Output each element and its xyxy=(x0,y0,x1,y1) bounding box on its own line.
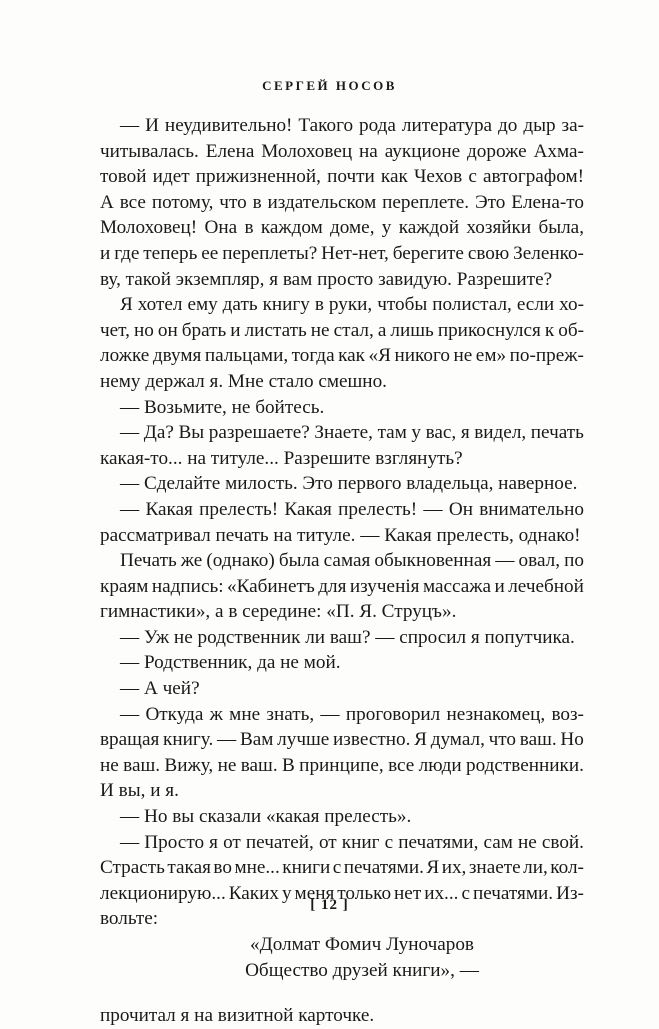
text-line: гимнастики», а в середине: «П. Я. Струцъ». xyxy=(100,601,457,623)
text-line: читывалась. Елена Молоховец на аукционе дороже Ахма- xyxy=(100,140,584,162)
text-line: не ваш. Вижу, не ваш. В принципе, все люди родственники. xyxy=(100,754,584,776)
text-line: — Возьмите, не бойтесь. xyxy=(120,396,325,418)
text-line: вращая книгу. — Вам лучше известно. Я думал, что ваш. Но xyxy=(100,729,584,751)
text-line: — Уж не родственник ли ваш? — спросил я попутчика. xyxy=(120,626,575,648)
verse-line-1: «Долмат Фомич Луночаров xyxy=(250,934,474,955)
page-number: [ 12 ] xyxy=(310,897,349,913)
text-line: — Да? Вы разрешаете? Знаете, там у вас, я видел, печать xyxy=(120,422,584,444)
text-line: ложке двумя пальцами, тогда как «Я никого не ем» по-преж- xyxy=(100,345,584,367)
text-line: — И неудивительно! Такого рода литература до дыр за- xyxy=(120,115,584,136)
verse-line-2: Общество друзей книги», — xyxy=(245,959,479,981)
closing-line: прочитал я на визитной карточке. xyxy=(100,1005,375,1027)
body-text xyxy=(100,113,584,1029)
text-line: товой идет прижизненной, почти как Чехов с автографом! xyxy=(100,166,584,188)
text-line: Я хотел ему дать книгу в руки, чтобы полистал, если хо- xyxy=(120,294,584,316)
text-line: вольте: xyxy=(100,908,159,930)
text-line: какая-то... на титуле... Разрешите взглянуть? xyxy=(100,447,463,469)
text-line: — Какая прелесть! Какая прелесть! — Он внимательно xyxy=(120,498,584,520)
running-header: СЕРГЕЙ НОСОВ xyxy=(262,78,397,93)
text-line: — Родственник, да не мой. xyxy=(120,652,341,674)
text-line: Молоховец! Она в каждом доме, у каждой хозяйки была, xyxy=(100,217,584,239)
text-line: — Но вы сказали «какая прелесть». xyxy=(120,806,412,828)
text-line: — А чей? xyxy=(120,678,200,700)
text-line: — Просто я от печатей, от книг с печатями, сам не свой. xyxy=(120,831,584,853)
text-line: нему держал я. Мне стало смешно. xyxy=(100,370,387,392)
text-line: А все потому, что в издательском переплете. Это Елена-то xyxy=(100,191,584,213)
paragraph-lines xyxy=(100,113,584,932)
text-line: Печать же (однако) была самая обыкновенная — овал, по xyxy=(120,550,584,572)
text-line: рассматривал печать на титуле. — Какая прелесть, однако! xyxy=(100,524,581,546)
text-line: — Сделайте милость. Это первого владельца, наверное. xyxy=(120,473,578,495)
text-line: и где теперь ее переплеты? Нет-нет, берегите свою Зеленко- xyxy=(100,242,584,264)
text-line: чет, но он брать и листать не стал, а лишь прикоснулся к об- xyxy=(100,319,584,341)
text-line: И вы, и я. xyxy=(100,780,179,802)
text-line: — Откуда ж мне знать, — проговорил незнакомец, воз- xyxy=(120,703,584,725)
text-line: лекционирую... Каких у меня только нет их... с печатями. Из- xyxy=(100,882,584,904)
text-line: Страсть такая во мне... книги с печатями. Я их, знаете ли, кол- xyxy=(100,857,584,879)
text-line: краям надпись: «Кабинетъ для изученiя массажа и лечебной xyxy=(100,575,584,597)
text-line: ву, такой экземпляр, я вам просто завидую. Разрешите? xyxy=(100,268,553,290)
spacer xyxy=(100,983,584,1003)
